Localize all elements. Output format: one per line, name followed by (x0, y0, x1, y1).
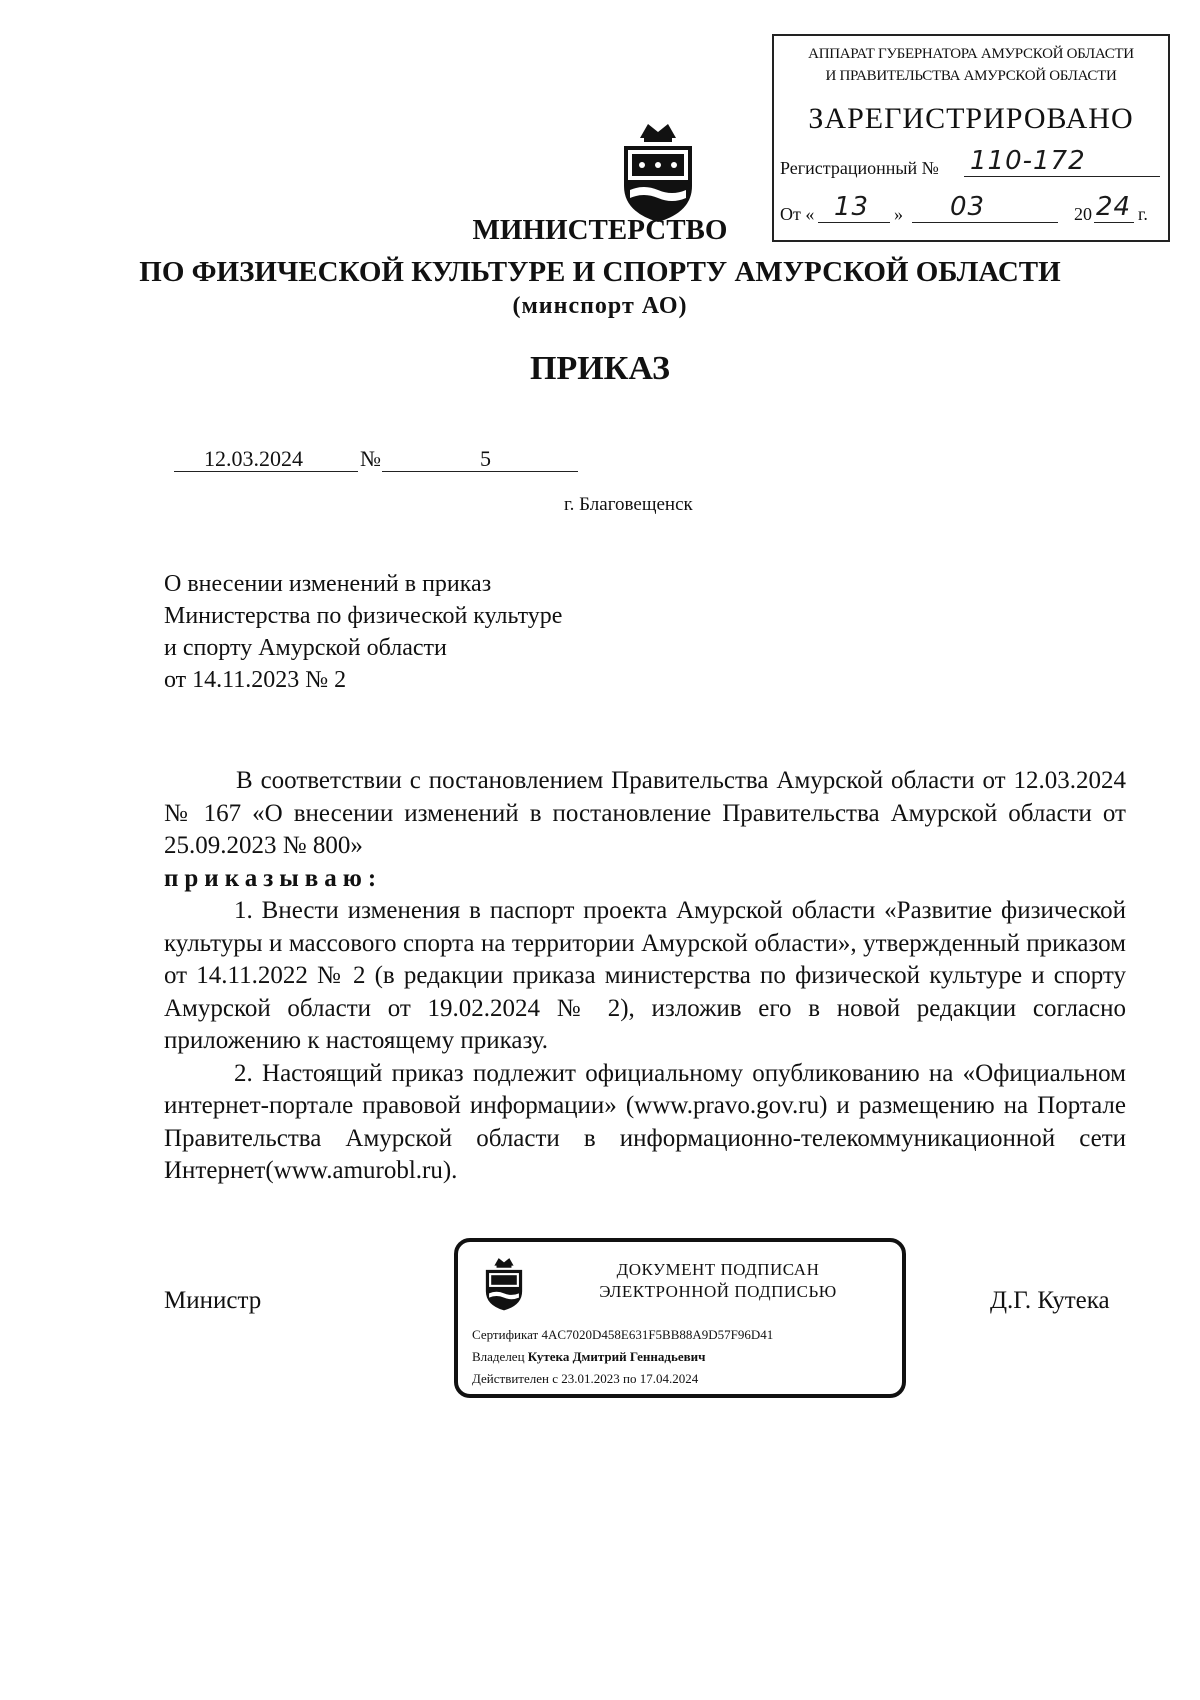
esig-owner-value: Кутека Дмитрий Геннадьевич (527, 1349, 706, 1364)
signer-position: Министр (164, 1287, 262, 1314)
order-subject (164, 568, 562, 696)
esig-valid-label: Действителен (472, 1371, 549, 1386)
esig-coat-of-arms-icon (482, 1256, 526, 1312)
e-signature-stamp (454, 1238, 906, 1398)
ministry-short-name: (минспорт АО) (512, 293, 688, 319)
stamp-reg-label: Регистрационный № (780, 158, 939, 178)
date-underline (174, 471, 358, 472)
order-date: 12.03.2024 (204, 446, 303, 471)
ministry-full-name: ПО ФИЗИЧЕСКОЙ КУЛЬТУРЕ И СПОРТУ АМУРСКОЙ ОБЛАСТИ (139, 256, 1061, 288)
stamp-year-unit: г. (1138, 204, 1148, 224)
stamp-month: 03 (950, 192, 986, 222)
esig-title-line2: ЭЛЕКТРОННОЙ ПОДПИСЬЮ (599, 1282, 837, 1301)
order-number-label: № (360, 446, 381, 471)
esig-valid-from-label: с (552, 1371, 558, 1386)
stamp-reg-underline (964, 176, 1160, 177)
stamp-org-line1: АППАРАТ ГУБЕРНАТОРА АМУРСКОЙ ОБЛАСТИ (808, 46, 1134, 62)
esig-owner-label: Владелец (472, 1349, 525, 1364)
order-number: 5 (480, 446, 491, 471)
stamp-year-suffix: 24 (1096, 192, 1132, 222)
order-body (164, 765, 1126, 1188)
stamp-day: 13 (834, 192, 870, 222)
esig-valid-to: 17.04.2024 (639, 1371, 699, 1386)
esig-cert-label: Сертификат (472, 1327, 539, 1342)
esig-owner (472, 1349, 705, 1365)
signer-name: Д.Г. Кутека (990, 1287, 1110, 1314)
esig-valid-from: 23.01.2023 (561, 1371, 620, 1386)
city: г. Благовещенск (564, 494, 693, 515)
coat-of-arms-icon (618, 120, 698, 225)
subject-line2: Министерства по физической культуре (164, 603, 563, 629)
stamp-reg-number: 110-172 (970, 146, 1086, 176)
stamp-from-label: От « (780, 204, 815, 224)
stamp-year-prefix: 20 (1074, 204, 1092, 224)
item-1: 1. Внести изменения в паспорт проекта Амурской области «Развитие физической культуры и массового спорта на территории Амурской области», утвержденный приказом от 14.11.2022 № 2 (в редакции приказа министерства по физической культуре и спорту Амурской области от 19.02.2024 № 2), изложив его в новой редакции согласно приложению к настоящему приказу. (164, 897, 1126, 1054)
stamp-title: ЗАРЕГИСТРИРОВАНО (808, 102, 1134, 135)
registration-stamp (772, 34, 1170, 242)
number-underline (382, 471, 578, 472)
subject-line4: от 14.11.2023 № 2 (164, 667, 347, 693)
esig-title-line1: ДОКУМЕНТ ПОДПИСАН (616, 1260, 820, 1279)
ministry-heading: МИНИСТЕРСТВО (472, 214, 728, 246)
stamp-org-line2: И ПРАВИТЕЛЬСТВА АМУРСКОЙ ОБЛАСТИ (825, 68, 1117, 84)
subject-line1: О внесении изменений в приказ (164, 571, 492, 597)
item-2: 2. Настоящий приказ подлежит официальному опубликованию на «Официальном интернет-портале правовой информации» (www.pravo.gov.ru) и размещению на Портале Правительства Амурской области в информационно-телекоммуникационной сети Интернет(www.amurobl.ru). (164, 1059, 1126, 1184)
stamp-quote-close: » (894, 204, 903, 224)
esig-validity (472, 1371, 698, 1387)
subject-line3: и спорту Амурской области (164, 635, 447, 661)
preamble: В соответствии с постановлением Правительства Амурской области от 12.03.2024 № 167 «О внесении изменений в постановление Правительства Амурской области от 25.09.2023 № 800» (164, 767, 1126, 859)
document-type: ПРИКАЗ (530, 350, 670, 387)
esig-cert-value: 4AC7020D458E631F5BB88A9D57F96D41 (541, 1327, 774, 1342)
prikazyvayu: приказываю: (164, 864, 383, 892)
esig-certificate (472, 1327, 773, 1343)
esig-valid-to-label: по (623, 1371, 637, 1386)
